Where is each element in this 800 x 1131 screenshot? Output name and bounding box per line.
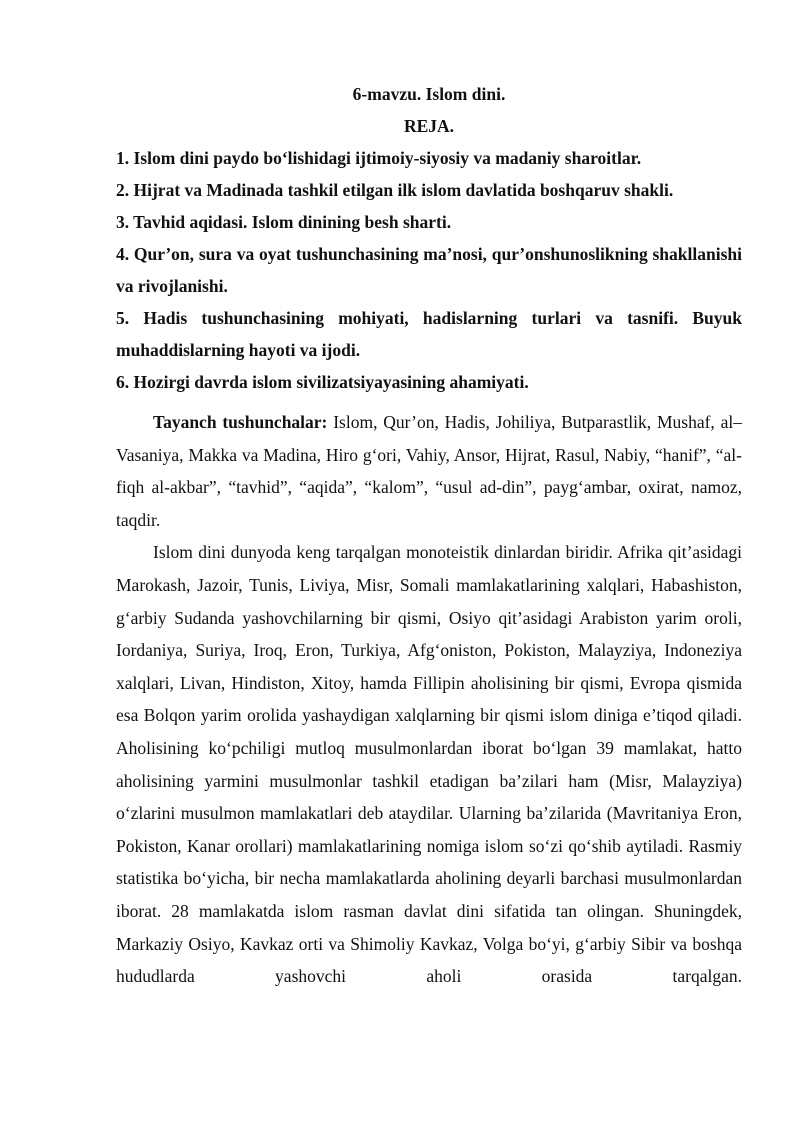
plan-heading: REJA.	[403, 116, 455, 136]
plan-item: 3. Tavhid aqidasi. Islom dinining besh sharti.	[116, 212, 452, 232]
plan-item: 5. Hadis tushunchasining mohiyati, hadislarning turlari va tasnifi. Buyuk muhaddislarning hayoti va ijodi.	[116, 308, 742, 360]
keywords-text: Islom, Qur’on, Hadis, Johiliya, Butparastlik, Mushaf, al–Vasaniya, Makka va Madina, Hiro gʻori, Vahiy, Ansor, Hijrat, Rasul, Nabiy, “hanif”, “al-fiqh al-akbar”, “tavhid”, “aqida”, “kalom”, “usul ad-din”, paygʻambar, oxirat, namoz, taqdir.	[116, 412, 742, 530]
plan-item: 6. Hozirgi davrda islom sivilizatsiyayasining ahamiyati.	[116, 372, 529, 392]
plan-list	[116, 142, 742, 398]
topic-title: 6-mavzu. Islom dini.	[352, 84, 506, 104]
plan-item: 4. Qur’on, sura va oyat tushunchasining ma’nosi, qur’onshunoslikning shakllanishi va rivojlanishi.	[116, 244, 742, 296]
keywords-paragraph	[116, 406, 742, 536]
body-paragraph: Islom dini dunyoda keng tarqalgan monoteistik dinlardan biridir. Afrika qit’asidagi Marokash, Jazoir, Tunis, Liviya, Misr, Somali mamlakatlarining xalqlari, Habashiston, gʻarbiy Sudanda yashovchilarning bir qismi, Osiyo qit’asidagi Arabiston yarim oroli, Iordaniya, Suriya, Iroq, Eron, Turkiya, Afgʻoniston, Pokiston, Malayziya, Indoneziya xalqlari, Livan, Hindiston, Xitoy, hamda Fillipin aholisining bir qismi, Evropa qismida esa Bolqon yarim orolida yashaydigan xalqlarning bir qismi islom diniga e’tiqod qiladi. Aholisining koʻpchiligi mutloq musulmonlardan iborat boʻlgan 39 mamlakat, hatto aholisining yarmini musulmonlar tashkil etadigan ba’zilari ham (Misr, Malayziya) oʻzlarini musulmon mamlakatlari deb ataydilar. Ularning ba’zilarida (Mavritaniya Eron, Pokiston, Kanar orollari) mamlakatlarining nomiga islom soʻzi qoʻshib aytiladi. Rasmiy statistika boʻyicha, bir necha mamlakatlarda aholining deyarli barchasi musulmonlardan iborat. 28 mamlakatda islom rasman davlat dini sifatida tan olingan. Shuningdek, Markaziy Osiyo, Kavkaz orti va Shimoliy Kavkaz, Volga boʻyi, gʻarbiy Sibir va boshqa hududlarda yashovchi aholi orasida tarqalgan.	[116, 542, 742, 987]
keywords-label: Tayanch tushunchalar:	[153, 412, 328, 432]
plan-item: 2. Hijrat va Madinada tashkil etilgan ilk islom davlatida boshqaruv shakli.	[116, 180, 674, 200]
document-page	[116, 78, 742, 993]
plan-item: 1. Islom dini paydo boʻlishidagi ijtimoiy-siyosiy va madaniy sharoitlar.	[116, 148, 642, 168]
